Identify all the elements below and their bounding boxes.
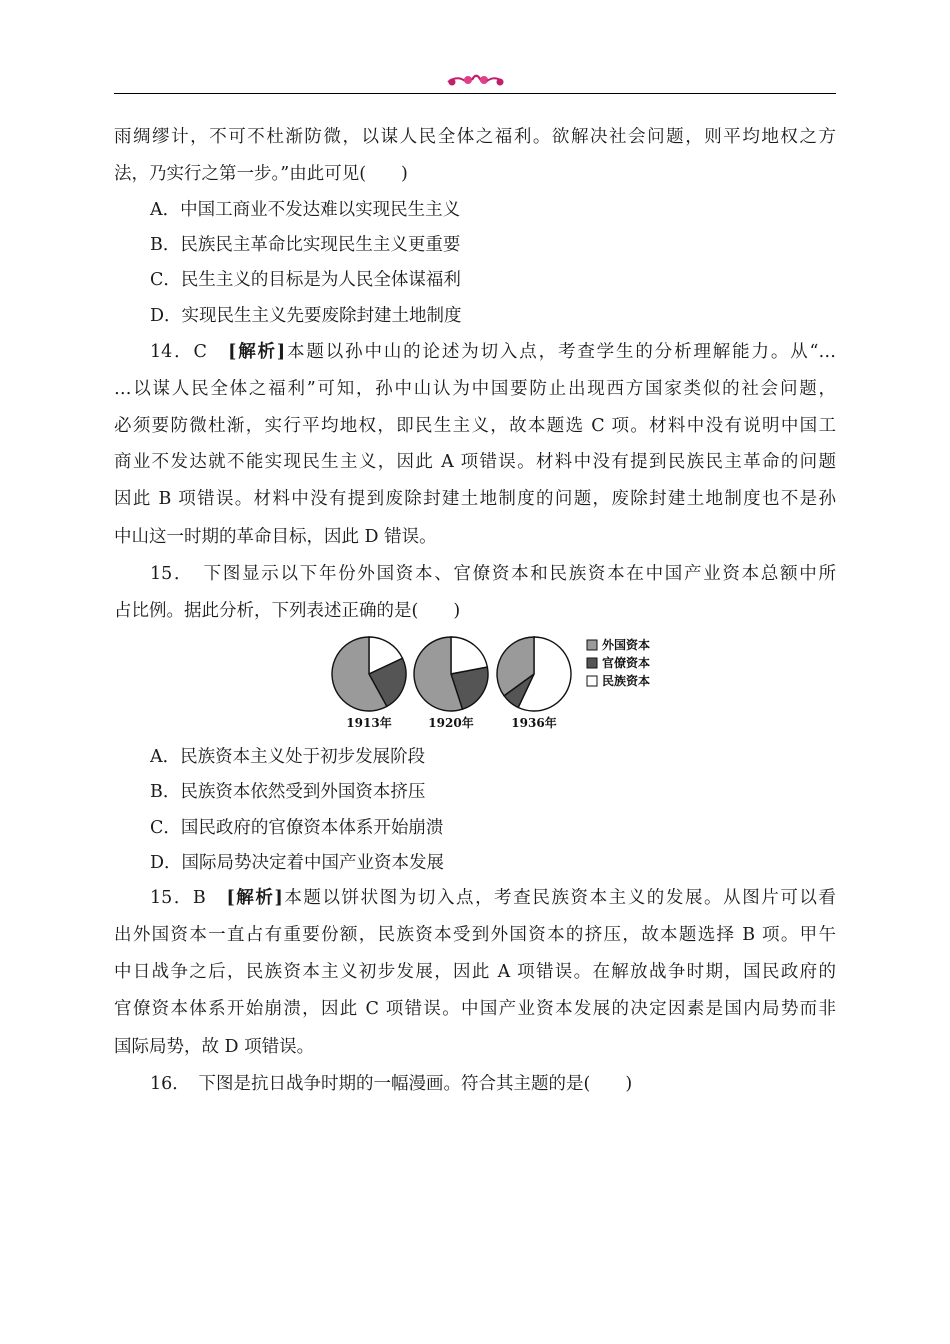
a14-line: …以谋人民全体之福利”可知，孙中山认为中国要防止出现西方国家类似的社会问题， xyxy=(114,379,836,399)
a15-first-line xyxy=(150,887,836,909)
a15-line: 官僚资本体系开始崩溃，因此 C 项错误。中国产业资本发展的决定因素是国内局势而非 xyxy=(114,999,836,1019)
a14-line: 中山这一时期的革命目标，因此 D 错误。 xyxy=(114,527,437,547)
a14-first-text: 本题以孙中山的论述为切入点，考查学生的分析理解能力。从“… xyxy=(285,342,836,362)
legend-label: 官僚资本 xyxy=(602,656,651,670)
legend-label: 外国资本 xyxy=(602,638,651,652)
pie-year-label: 1913年 xyxy=(346,716,392,730)
a15-prefix: 15．B xyxy=(150,888,227,908)
q13-option-a: A．中国工商业不发达难以实现民生主义 xyxy=(150,200,461,220)
q15-option-b: B．民族资本依然受到外国资本挤压 xyxy=(150,782,426,802)
legend-swatch xyxy=(587,676,597,686)
a14-prefix: 14．C xyxy=(150,342,229,362)
a15-line: 出外国资本一直占有重要份额，民族资本受到外国资本的挤压，故本题选择 B 项。甲午 xyxy=(114,925,836,945)
a14-first-line xyxy=(150,341,836,363)
legend-swatch xyxy=(587,640,597,650)
q15-option-d: D．国际局势决定着中国产业资本发展 xyxy=(150,853,445,873)
a14-line: 因此 B 项错误。材料中没有提到废除封建土地制度的问题，废除封建土地制度也不是孙 xyxy=(114,489,836,509)
pie-year-label: 1936年 xyxy=(511,716,557,730)
legend-label: 民族资本 xyxy=(602,674,651,688)
q15-option-a: A．民族资本主义处于初步发展阶段 xyxy=(150,747,426,767)
header-rule xyxy=(114,93,836,94)
q13-option-b: B．民族民主革命比实现民生主义更重要 xyxy=(150,235,461,255)
a15-first-text: 本题以饼状图为切入点，考查民族资本主义的发展。从图片可以看 xyxy=(282,888,837,908)
a15-line: 国际局势，故 D 项错误。 xyxy=(114,1037,315,1057)
q13-stem-line-1: 雨绸缪计，不可不杜渐防微，以谋人民全体之福利。欲解决社会问题，则平均地权之方 xyxy=(114,127,836,147)
q15-stem-line-2: 占比例。据此分析，下列表述正确的是( ) xyxy=(114,601,461,621)
a14-line: 必须要防微杜渐，实行平均地权，即民生主义，故本题选 C 项。材料中没有说明中国工 xyxy=(114,416,836,436)
q15-stem-line-1: 15． 下图显示以下年份外国资本、官僚资本和民族资本在中国产业资本总额中所 xyxy=(150,564,836,584)
q13-option-d: D．实现民生主义先要废除封建土地制度 xyxy=(150,306,462,326)
q15-option-c: C．国民政府的官僚资本体系开始崩溃 xyxy=(150,818,444,838)
q13-stem-line-2: 法，乃实行之第一步。”由此可见( ) xyxy=(114,164,408,184)
legend-swatch xyxy=(587,658,597,668)
q13-option-c: C．民生主义的目标是为人民全体谋福利 xyxy=(150,270,461,290)
header-ornament-icon xyxy=(445,70,507,90)
a15-analysis-tag: [解析] xyxy=(226,888,283,908)
a14-analysis-tag: [解析] xyxy=(228,342,286,362)
capital-pie-charts xyxy=(330,632,660,736)
a14-line: 商业不发达就不能实现民生主义，因此 A 项错误。材料中没有提到民族民主革命的问题 xyxy=(114,452,836,472)
q16-stem: 16． 下图是抗日战争时期的一幅漫画。符合其主题的是( ) xyxy=(150,1074,633,1094)
a15-line: 中日战争之后，民族资本主义初步发展，因此 A 项错误。在解放战争时期，国民政府的 xyxy=(114,962,836,982)
pie-year-label: 1920年 xyxy=(428,716,474,730)
